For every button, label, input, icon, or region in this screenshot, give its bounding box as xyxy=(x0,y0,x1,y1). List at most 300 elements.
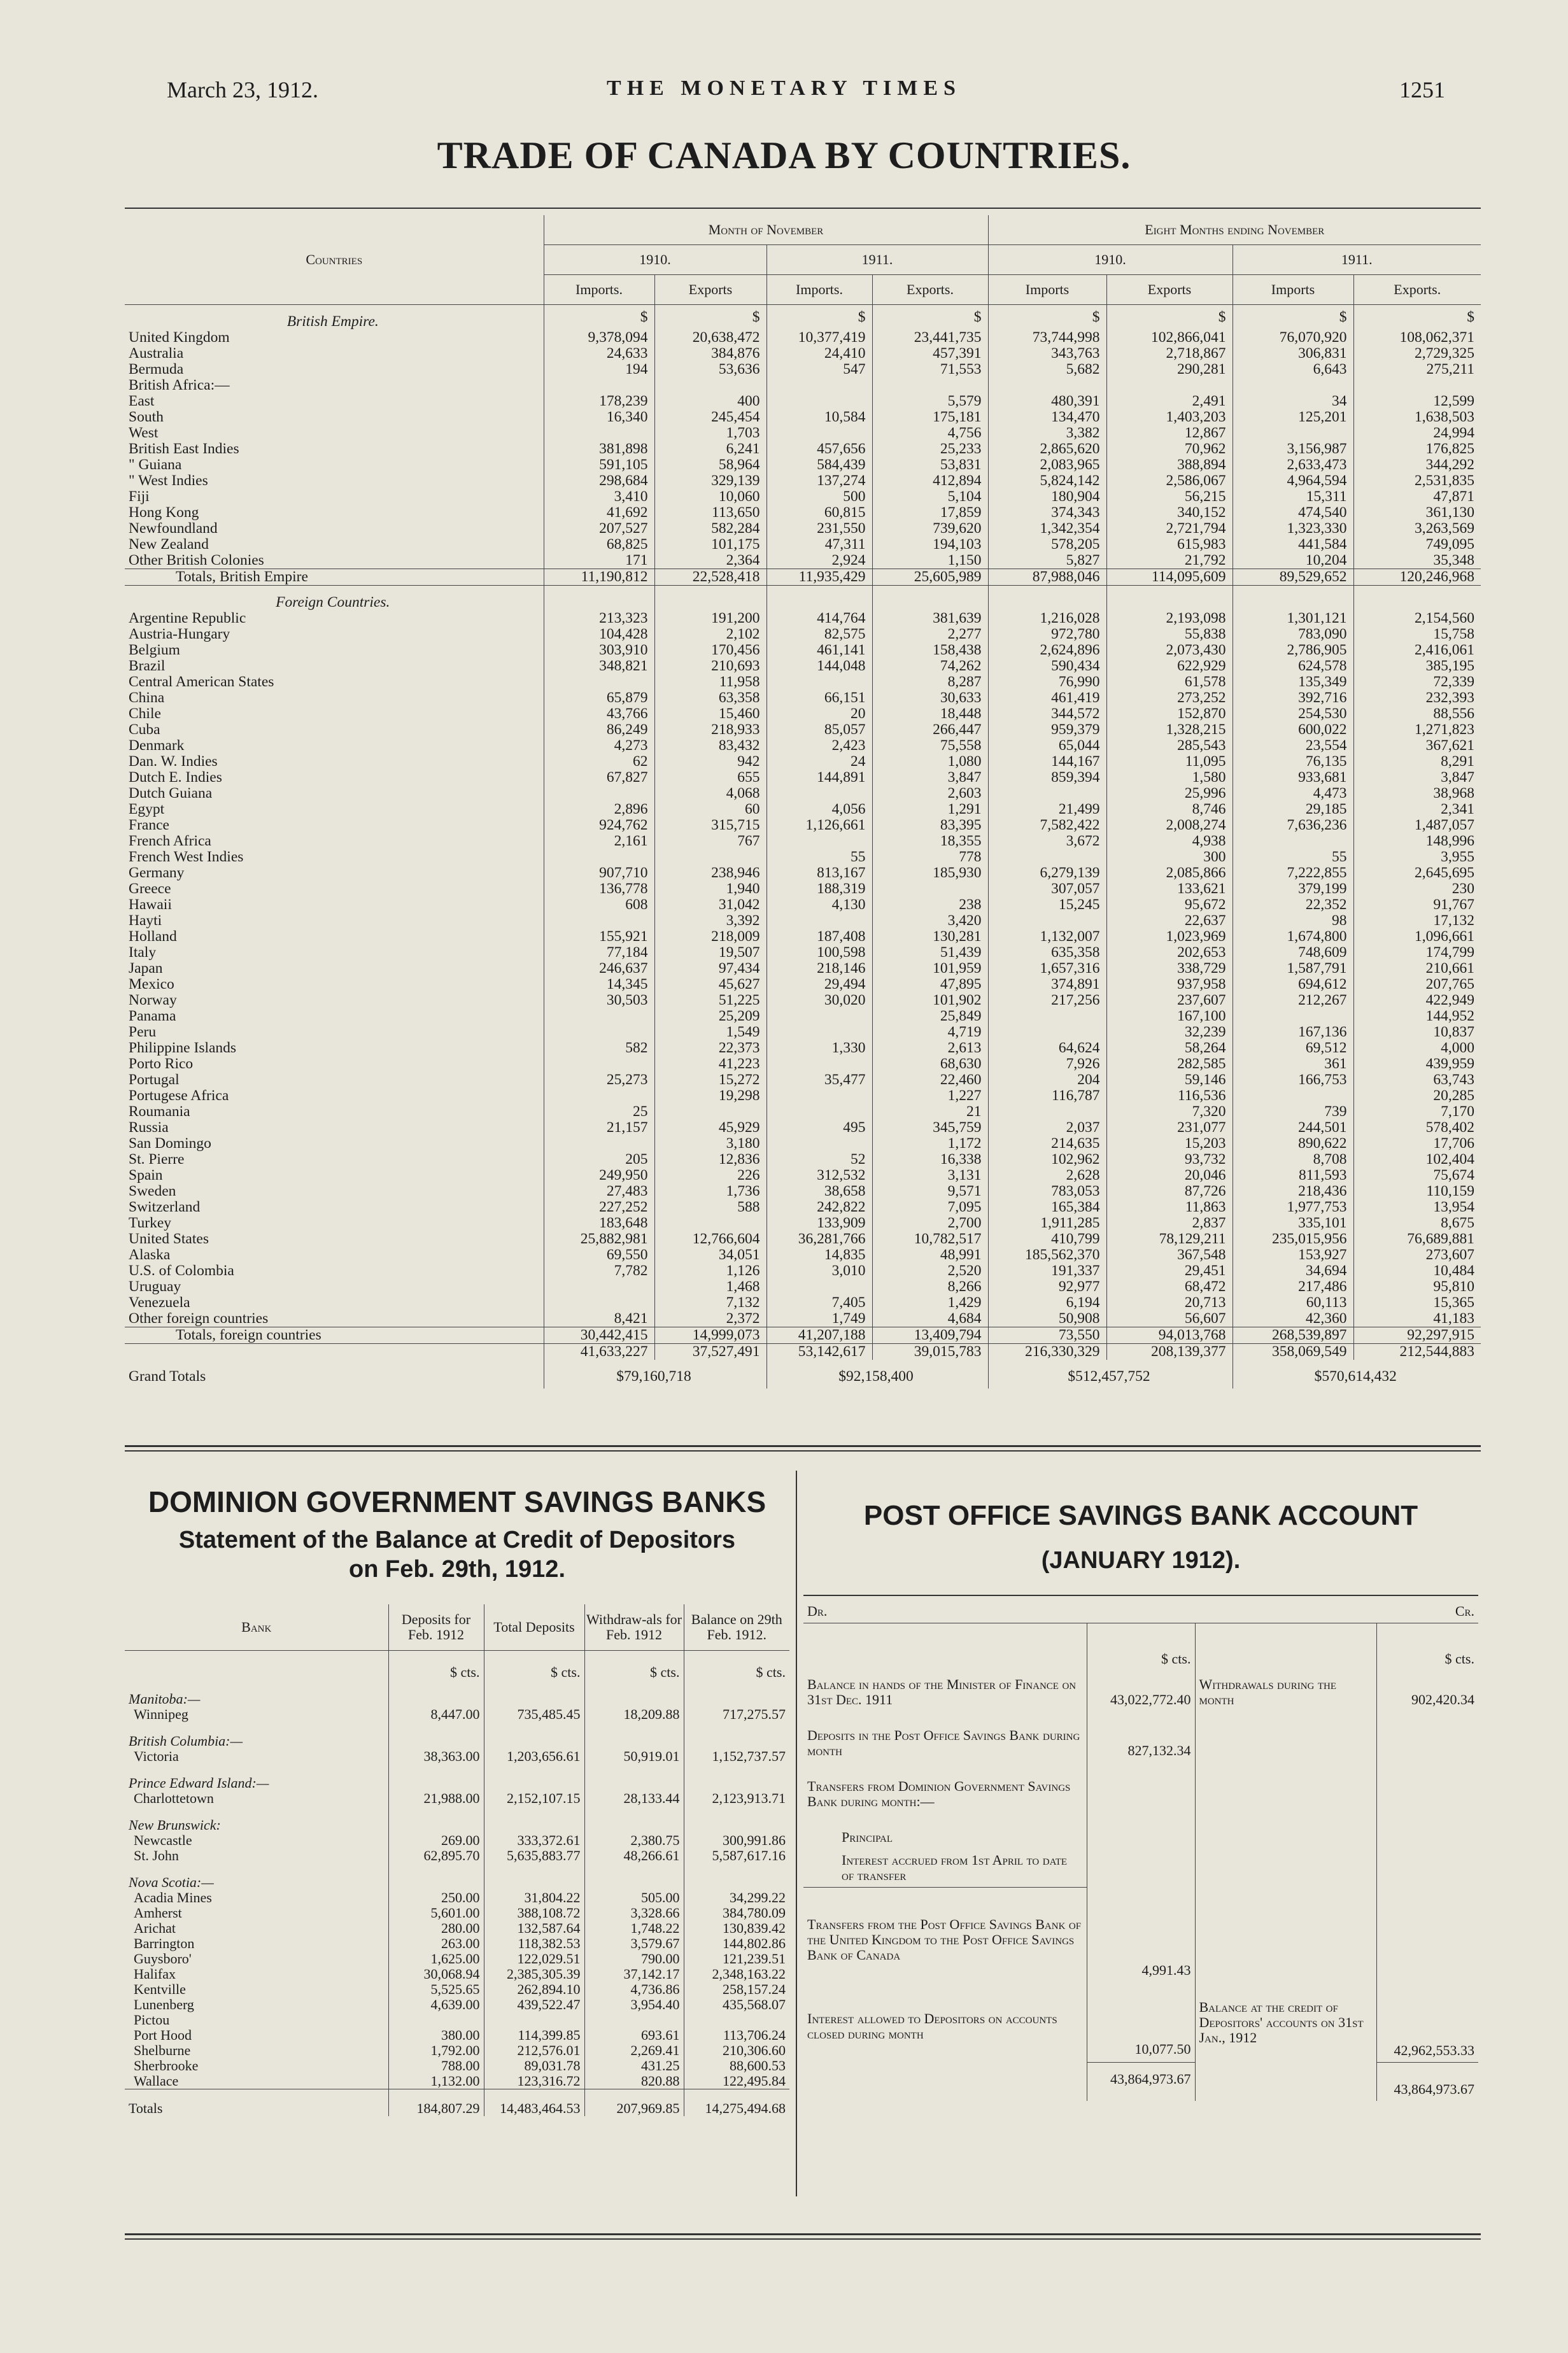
trade-value xyxy=(988,786,1106,802)
trade-value: 194,103 xyxy=(872,537,988,553)
trade-value: 34 xyxy=(1233,393,1353,409)
country-name: East xyxy=(129,393,155,409)
trade-value: 22,637 xyxy=(1106,913,1233,929)
trade-value: 10,782,517 xyxy=(872,1231,988,1247)
combined-label xyxy=(125,1344,544,1360)
trade-value: 136,778 xyxy=(544,881,654,897)
trade-value: 68,825 xyxy=(544,537,654,553)
trade-value: 338,729 xyxy=(1106,961,1233,977)
savings-row xyxy=(125,1707,789,1722)
trade-value: 16,340 xyxy=(544,409,654,425)
trade-value: 298,684 xyxy=(544,473,654,489)
trade-row xyxy=(125,881,1481,897)
trade-value: 30,503 xyxy=(544,993,654,1008)
trade-value: 959,379 xyxy=(988,722,1106,738)
trade-value: 116,536 xyxy=(1106,1088,1233,1104)
spacer-cell xyxy=(684,1806,789,1833)
trade-value xyxy=(766,786,872,802)
trade-value: 344,292 xyxy=(1353,457,1481,473)
trade-value: 75,558 xyxy=(872,738,988,754)
exports-header: Exports. xyxy=(1353,275,1481,305)
savings-table xyxy=(125,1604,789,2116)
savings-bank-name: Barrington xyxy=(134,1936,195,1951)
savings-total-label: Totals xyxy=(125,2089,388,2117)
country-name: Belgium xyxy=(129,642,180,658)
trade-value: 71,553 xyxy=(872,362,988,378)
trade-value: 2,520 xyxy=(872,1263,988,1279)
trade-value xyxy=(766,378,872,393)
po-entry-label: Transfers from Dominion Government Savings Bank during month:— xyxy=(807,1778,1071,1809)
spacer-cell xyxy=(988,586,1106,611)
trade-value: 3,156,987 xyxy=(1233,441,1353,457)
trade-value: 1,172 xyxy=(872,1136,988,1152)
trade-row xyxy=(125,521,1481,537)
trade-value: 1,227 xyxy=(872,1088,988,1104)
trade-value: 116,787 xyxy=(988,1088,1106,1104)
trade-value: 1,587,791 xyxy=(1233,961,1353,977)
savings-value: 333,372.61 xyxy=(484,1833,584,1848)
savings-value: 5,525.65 xyxy=(388,1982,484,1997)
grand-total-value: $570,614,432 xyxy=(1233,1360,1481,1388)
savings-value: 37,142.17 xyxy=(584,1967,684,1982)
trade-value: 21,157 xyxy=(544,1120,654,1136)
trade-row xyxy=(125,690,1481,706)
trade-value xyxy=(1233,833,1353,849)
trade-value: 273,607 xyxy=(1353,1247,1481,1263)
trade-value: 85,057 xyxy=(766,722,872,738)
savings-row xyxy=(125,2012,789,2028)
spacer-cell xyxy=(584,1722,684,1749)
grand-total-row xyxy=(125,1360,1481,1388)
trade-value: 312,532 xyxy=(766,1168,872,1184)
trade-value: 60,113 xyxy=(1233,1295,1353,1311)
trade-value: 55 xyxy=(766,849,872,865)
trade-row xyxy=(125,346,1481,362)
trade-value: 8,675 xyxy=(1353,1215,1481,1231)
trade-value: 16,338 xyxy=(872,1152,988,1168)
trade-value: 56,607 xyxy=(1106,1311,1233,1327)
trade-row xyxy=(125,722,1481,738)
trade-value: 12,867 xyxy=(1106,425,1233,441)
trade-value: 7,132 xyxy=(654,1295,766,1311)
trade-value: 205 xyxy=(544,1152,654,1168)
trade-value: 185,930 xyxy=(872,865,988,881)
trade-value: 384,876 xyxy=(654,346,766,362)
spacer-cell xyxy=(584,1863,684,1890)
trade-value: 7,582,422 xyxy=(988,817,1106,833)
trade-row xyxy=(125,849,1481,865)
trade-value: 4,273 xyxy=(544,738,654,754)
total-value: 268,539,897 xyxy=(1233,1327,1353,1344)
trade-value: 972,780 xyxy=(988,626,1106,642)
trade-value: 21,499 xyxy=(988,802,1106,817)
trade-value: 2,837 xyxy=(1106,1215,1233,1231)
exports-header: Exports xyxy=(654,275,766,305)
trade-row xyxy=(125,770,1481,786)
trade-value: 588 xyxy=(654,1199,766,1215)
country-name: British East Indies xyxy=(129,441,239,457)
savings-row xyxy=(125,1848,789,1863)
spacer-cell xyxy=(484,1722,584,1749)
trade-value xyxy=(544,378,654,393)
trade-value: 226 xyxy=(654,1168,766,1184)
trade-value: 148,996 xyxy=(1353,833,1481,849)
savings-value: 28,133.44 xyxy=(584,1791,684,1806)
trade-value: 113,650 xyxy=(654,505,766,521)
unit-label: $ cts. xyxy=(388,1651,484,1681)
trade-value: 10,060 xyxy=(654,489,766,505)
trade-value: 7,095 xyxy=(872,1199,988,1215)
currency-sign: $ xyxy=(988,305,1106,330)
trade-value: 367,621 xyxy=(1353,738,1481,754)
trade-value: 31,042 xyxy=(654,897,766,913)
trade-value xyxy=(544,1088,654,1104)
trade-value: 17,859 xyxy=(872,505,988,521)
trade-value xyxy=(544,1056,654,1072)
trade-value: 441,584 xyxy=(1233,537,1353,553)
savings-row xyxy=(125,2058,789,2074)
trade-value: 591,105 xyxy=(544,457,654,473)
trade-row xyxy=(125,1072,1481,1088)
trade-value xyxy=(544,786,654,802)
spacer-cell xyxy=(584,1764,684,1791)
savings-value: 2,348,163.22 xyxy=(684,1967,789,1982)
combined-row xyxy=(125,1344,1481,1360)
trade-value xyxy=(766,1136,872,1152)
savings-value: 4,639.00 xyxy=(388,1997,484,2012)
trade-value: 73,744,998 xyxy=(988,330,1106,346)
trade-value: 101,902 xyxy=(872,993,988,1008)
trade-value: 18,355 xyxy=(872,833,988,849)
trade-value: 217,486 xyxy=(1233,1279,1353,1295)
trade-row xyxy=(125,457,1481,473)
savings-value: 1,792.00 xyxy=(388,2043,484,2058)
country-name: St. Pierre xyxy=(129,1152,185,1168)
trade-value xyxy=(1233,1008,1353,1024)
trade-row xyxy=(125,738,1481,754)
trade-value: 23,554 xyxy=(1233,738,1353,754)
country-name: Italy xyxy=(129,945,157,961)
trade-value: 137,274 xyxy=(766,473,872,489)
savings-value: 693.61 xyxy=(584,2028,684,2043)
trade-value: 32,239 xyxy=(1106,1024,1233,1040)
trade-value: 306,831 xyxy=(1233,346,1353,362)
trade-value: 412,894 xyxy=(872,473,988,489)
trade-value xyxy=(654,1215,766,1231)
trade-value: 749,095 xyxy=(1353,537,1481,553)
trade-value: 8,266 xyxy=(872,1279,988,1295)
trade-value xyxy=(988,1024,1106,1040)
trade-value xyxy=(766,913,872,929)
trade-value: 924,762 xyxy=(544,817,654,833)
savings-value: 435,568.07 xyxy=(684,1997,789,2012)
savings-value: 1,203,656.61 xyxy=(484,1749,584,1764)
trade-value: 381,898 xyxy=(544,441,654,457)
trade-value: 942 xyxy=(654,754,766,770)
savings-total-row xyxy=(125,2089,789,2117)
country-name: French West Indies xyxy=(129,849,244,865)
trade-value: 348,821 xyxy=(544,658,654,674)
total-value: 94,013,768 xyxy=(1106,1327,1233,1344)
trade-value: 1,271,823 xyxy=(1353,722,1481,738)
trade-value: 7,222,855 xyxy=(1233,865,1353,881)
savings-value: 262,894.10 xyxy=(484,1982,584,1997)
trade-value xyxy=(544,1136,654,1152)
section-rule xyxy=(125,1450,1481,1452)
savings-value: 380.00 xyxy=(388,2028,484,2043)
trade-value: 230 xyxy=(1353,881,1481,897)
country-name: New Zealand xyxy=(129,537,209,553)
trade-value: 24 xyxy=(766,754,872,770)
bottom-rule xyxy=(125,2233,1481,2235)
trade-row xyxy=(125,1136,1481,1152)
savings-province: Manitoba:— xyxy=(129,1691,201,1707)
trade-value xyxy=(766,1104,872,1120)
trade-value: 1,132,007 xyxy=(988,929,1106,945)
trade-value xyxy=(544,1295,654,1311)
trade-value: 392,716 xyxy=(1233,690,1353,706)
trade-value: 1,301,121 xyxy=(1233,611,1353,626)
trade-value: 185,562,370 xyxy=(988,1247,1106,1263)
savings-value: 2,380.75 xyxy=(584,1833,684,1848)
savings-value: 48,266.61 xyxy=(584,1848,684,1863)
trade-value: 315,715 xyxy=(654,817,766,833)
trade-value: 578,205 xyxy=(988,537,1106,553)
trade-value: 374,891 xyxy=(988,977,1106,993)
year-header: 1910. xyxy=(988,245,1233,275)
currency-sign: $ xyxy=(1353,305,1481,330)
trade-value: 134,470 xyxy=(988,409,1106,425)
trade-value: 1,323,330 xyxy=(1233,521,1353,537)
trade-value: 2,491 xyxy=(1106,393,1233,409)
trade-row xyxy=(125,473,1481,489)
trade-value: 500 xyxy=(766,489,872,505)
country-name: " West Indies xyxy=(129,473,208,489)
year-header: 1910. xyxy=(544,245,766,275)
trade-value: 461,419 xyxy=(988,690,1106,706)
trade-value: 41,183 xyxy=(1353,1311,1481,1327)
country-name: Dutch Guiana xyxy=(129,786,213,802)
trade-value xyxy=(988,378,1106,393)
trade-value: 3,420 xyxy=(872,913,988,929)
trade-value: 60 xyxy=(654,802,766,817)
journal-name: THE MONETARY TIMES xyxy=(607,76,961,100)
total-value: 41,207,188 xyxy=(766,1327,872,1344)
savings-value: 431.25 xyxy=(584,2058,684,2074)
trade-value: 133,909 xyxy=(766,1215,872,1231)
trade-value: 51,225 xyxy=(654,993,766,1008)
trade-value: 2,896 xyxy=(544,802,654,817)
savings-bank-name: Charlottetown xyxy=(134,1791,214,1806)
savings-value: 122,495.84 xyxy=(684,2074,789,2089)
trade-value: 1,403,203 xyxy=(1106,409,1233,425)
trade-value: 457,391 xyxy=(872,346,988,362)
trade-value: 56,215 xyxy=(1106,489,1233,505)
trade-value: 13,954 xyxy=(1353,1199,1481,1215)
spacer-cell xyxy=(1106,586,1233,611)
savings-province: New Brunswick: xyxy=(129,1817,221,1833)
trade-value: 7,636,236 xyxy=(1233,817,1353,833)
savings-value: 30,068.94 xyxy=(388,1967,484,1982)
savings-group-row xyxy=(125,1722,789,1749)
trade-value: 615,983 xyxy=(1106,537,1233,553)
trade-value xyxy=(766,833,872,849)
savings-row xyxy=(125,2074,789,2089)
trade-value: 62 xyxy=(544,754,654,770)
trade-value: 249,950 xyxy=(544,1168,654,1184)
country-name: Hawaii xyxy=(129,897,172,913)
country-name: Dan. W. Indies xyxy=(129,754,218,770)
trade-value xyxy=(1233,425,1353,441)
trade-value: 635,358 xyxy=(988,945,1106,961)
trade-value: 933,681 xyxy=(1233,770,1353,786)
trade-value: 608 xyxy=(544,897,654,913)
trade-row xyxy=(125,1024,1481,1040)
trade-value: 783,090 xyxy=(1233,626,1353,642)
trade-value xyxy=(872,378,988,393)
po-withdrawals-amount: 902,420.34 xyxy=(1376,1671,1478,1711)
trade-row xyxy=(125,977,1481,993)
trade-value: 43,766 xyxy=(544,706,654,722)
trade-value: 204 xyxy=(988,1072,1106,1088)
trade-value: 859,394 xyxy=(988,770,1106,786)
trade-value: 2,531,835 xyxy=(1353,473,1481,489)
trade-value xyxy=(872,881,988,897)
trade-value: 890,622 xyxy=(1233,1136,1353,1152)
spacer-cell xyxy=(684,1680,789,1707)
trade-value: 2,341 xyxy=(1353,802,1481,817)
trade-value: 1,216,028 xyxy=(988,611,1106,626)
trade-value: 218,933 xyxy=(654,722,766,738)
country-name: " Guiana xyxy=(129,457,182,473)
po-entry-amount: 10,077.50 xyxy=(1087,1982,1195,2063)
trade-row xyxy=(125,1056,1481,1072)
trade-value: 175,181 xyxy=(872,409,988,425)
trade-value: 135,349 xyxy=(1233,674,1353,690)
trade-value: 9,571 xyxy=(872,1184,988,1199)
savings-bank-name: Amherst xyxy=(134,1905,182,1921)
country-name: Switzerland xyxy=(129,1199,201,1215)
trade-value: 25,849 xyxy=(872,1008,988,1024)
spacer-cell xyxy=(872,586,988,611)
country-name: France xyxy=(129,817,169,833)
savings-value: 113,706.24 xyxy=(684,2028,789,2043)
currency-sign: $ xyxy=(766,305,872,330)
savings-bank-name: Guysboro' xyxy=(134,1951,192,1967)
savings-value: 788.00 xyxy=(388,2058,484,2074)
country-name: San Domingo xyxy=(129,1136,211,1152)
spacer-cell xyxy=(1233,586,1353,611)
trade-row xyxy=(125,802,1481,817)
savings-value: 3,579.67 xyxy=(584,1936,684,1951)
trade-value: 76,689,881 xyxy=(1353,1231,1481,1247)
trade-value: 2,718,867 xyxy=(1106,346,1233,362)
trade-row xyxy=(125,611,1481,626)
trade-value: 21,792 xyxy=(1106,553,1233,569)
trade-value: 2,645,695 xyxy=(1353,865,1481,881)
trade-row xyxy=(125,706,1481,722)
trade-row xyxy=(125,833,1481,849)
trade-value: 47,311 xyxy=(766,537,872,553)
trade-value: 1,674,800 xyxy=(1233,929,1353,945)
trade-value: 5,682 xyxy=(988,362,1106,378)
trade-value: 1,580 xyxy=(1106,770,1233,786)
year-header: 1911. xyxy=(766,245,988,275)
trade-value: 218,009 xyxy=(654,929,766,945)
trade-value: 7,170 xyxy=(1353,1104,1481,1120)
trade-value xyxy=(544,1279,654,1295)
trade-value: 11,095 xyxy=(1106,754,1233,770)
trade-value: 102,962 xyxy=(988,1152,1106,1168)
trade-value: 100,598 xyxy=(766,945,872,961)
trade-value: 76,135 xyxy=(1233,754,1353,770)
trade-value xyxy=(544,1024,654,1040)
trade-value: 17,706 xyxy=(1353,1136,1481,1152)
savings-value: 118,382.53 xyxy=(484,1936,584,1951)
trade-value: 66,151 xyxy=(766,690,872,706)
trade-value: 20,713 xyxy=(1106,1295,1233,1311)
trade-value xyxy=(766,1279,872,1295)
trade-value xyxy=(1106,378,1233,393)
withdrawals-header: Withdraw-als for Feb. 1912 xyxy=(584,1604,684,1651)
country-name: Other British Colonies xyxy=(129,553,264,569)
trade-value: 11,863 xyxy=(1106,1199,1233,1215)
trade-value: 15,203 xyxy=(1106,1136,1233,1152)
trade-value: 1,638,503 xyxy=(1353,409,1481,425)
trade-value: 47,871 xyxy=(1353,489,1481,505)
trade-value: 4,756 xyxy=(872,425,988,441)
spacer-cell xyxy=(388,1680,484,1707)
trade-value: 232,393 xyxy=(1353,690,1481,706)
trade-value: 53,636 xyxy=(654,362,766,378)
trade-value xyxy=(766,393,872,409)
trade-value: 2,586,067 xyxy=(1106,473,1233,489)
trade-value: 38,658 xyxy=(766,1184,872,1199)
savings-value: 21,988.00 xyxy=(388,1791,484,1806)
trade-value: 68,630 xyxy=(872,1056,988,1072)
country-name: Portugese Africa xyxy=(129,1088,229,1104)
country-name: Peru xyxy=(129,1024,157,1040)
trade-value: 167,136 xyxy=(1233,1024,1353,1040)
trade-value: 414,764 xyxy=(766,611,872,626)
country-name: Brazil xyxy=(129,658,166,674)
savings-value: 717,275.57 xyxy=(684,1707,789,1722)
cts-label: $ cts. xyxy=(1376,1623,1478,1671)
savings-bank-name: St. John xyxy=(134,1848,179,1863)
trade-value: 343,763 xyxy=(988,346,1106,362)
country-name: Bermuda xyxy=(129,362,184,378)
postoffice-title: POST OFFICE SAVINGS BANK ACCOUNT xyxy=(863,1500,1418,1531)
trade-value: 4,068 xyxy=(654,786,766,802)
trade-value: 227,252 xyxy=(544,1199,654,1215)
trade-value: 153,927 xyxy=(1233,1247,1353,1263)
total-value: 73,550 xyxy=(988,1327,1106,1344)
unit-label: $ cts. xyxy=(584,1651,684,1681)
trade-value: 3,847 xyxy=(1353,770,1481,786)
postoffice-rule xyxy=(803,1595,1478,1596)
savings-value xyxy=(484,2012,584,2028)
trade-value: 6,279,139 xyxy=(988,865,1106,881)
savings-value: 384,780.09 xyxy=(684,1905,789,1921)
savings-province: Nova Scotia:— xyxy=(129,1874,214,1890)
trade-value: 2,721,794 xyxy=(1106,521,1233,537)
trade-value: 1,703 xyxy=(654,425,766,441)
trade-value: 2,008,274 xyxy=(1106,817,1233,833)
trade-row xyxy=(125,1311,1481,1327)
cr-label: Cr. xyxy=(1455,1603,1474,1619)
trade-value: 6,643 xyxy=(1233,362,1353,378)
trade-row xyxy=(125,1199,1481,1215)
